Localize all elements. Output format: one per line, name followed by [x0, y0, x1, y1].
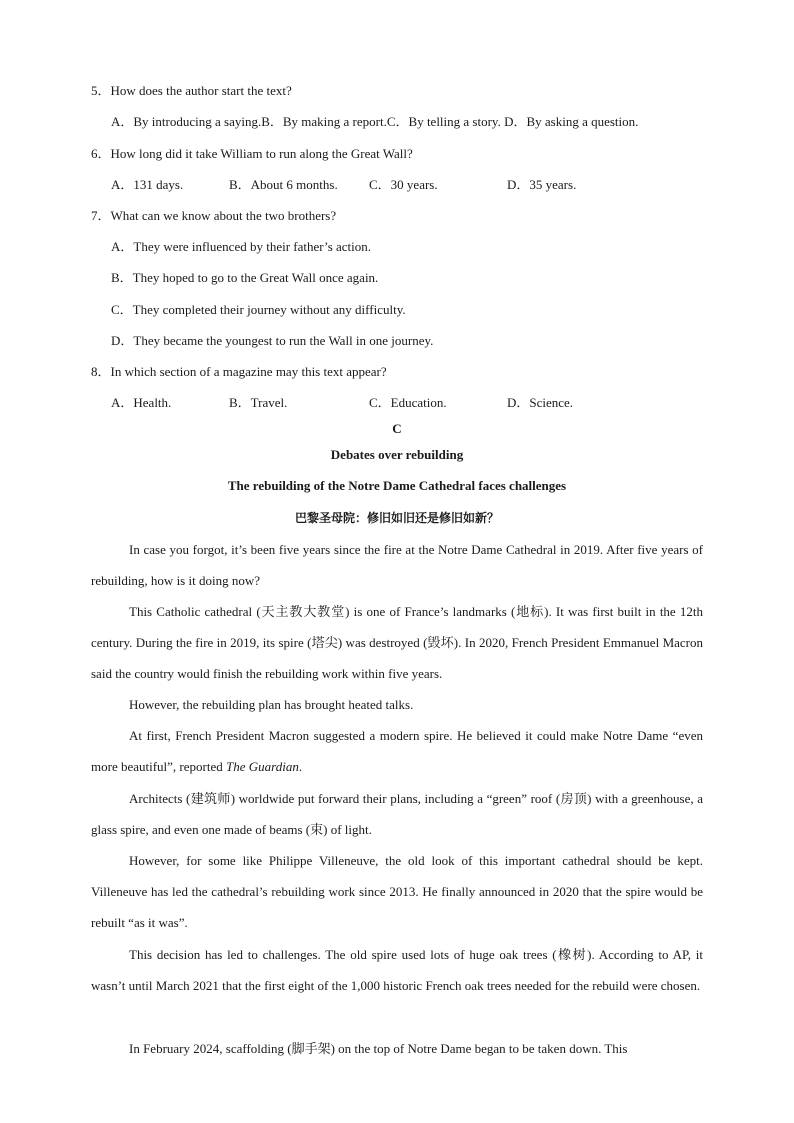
option-d: D．Science. [507, 395, 574, 410]
option-c: C．They completed their journey without any difficulty. [111, 302, 406, 317]
paragraph-5: Architects (建筑师) worldwide put forward their plans, including a “green” roof (房顶) with a greenhouse, a glass spire, and even one made of beams (束) of light. [91, 791, 703, 838]
option-a: A．131 days. [111, 177, 184, 192]
paragraph-4-text: At first, French President Macron suggested a modern spire. He believed it could make Notre Dame “even more beautiful”, reported [91, 728, 703, 775]
paragraph-1: In case you forgot, it’s been five years since the fire at the Notre Dame Cathedral in 2019. After five years of rebuilding, how is it doing now? [91, 542, 703, 589]
question-7-stem: 7．What can we know about the two brothers? [91, 208, 337, 223]
paragraph-7: This decision has led to challenges. The old spire used lots of huge oak trees (橡树). According to AP, it wasn’t until March 2021 that the first eight of the 1,000 historic French oak trees needed for the rebuild were chosen. [91, 947, 703, 994]
paragraph-3: However, the rebuilding plan has brought heated talks. [129, 697, 414, 712]
paragraph-4 [91, 720, 703, 782]
option-d: D．35 years. [507, 177, 577, 192]
option-c: C．Education. [369, 395, 447, 410]
option-b: B．About 6 months. [229, 177, 338, 192]
option-d: D．They became the youngest to run the Wall in one journey. [111, 333, 434, 348]
option-b: B．Travel. [229, 395, 288, 410]
question-6-stem: 6．How long did it take William to run along the Great Wall? [91, 146, 413, 161]
paragraph-2: This Catholic cathedral (天主教大教堂) is one of France’s landmarks (地标). It was first built in the 12th century. During the fire in 2019, its spire (塔尖) was destroyed (毁坏). In 2020, French President Emmanuel Macron said the country would finish the rebuilding work within five years. [91, 604, 703, 682]
paragraph-6: However, for some like Philippe Villeneuve, the old look of this important cathedral should be kept. Villeneuve has led the cathedral’s rebuilding work since 2013. He finally announced in 2020 that the spire would be rebuilt “as it was”. [91, 853, 703, 931]
option-a: A．Health. [111, 395, 172, 410]
option-b: B．They hoped to go to the Great Wall once again. [111, 270, 379, 285]
question-8-stem: 8．In which section of a magazine may this text appear? [91, 364, 387, 379]
guardian-reference: The Guardian [226, 759, 299, 775]
paragraph-4-end: . [298, 759, 303, 775]
option-a: A．They were influenced by their father’s action. [111, 239, 372, 254]
paragraph-8: In February 2024, scaffolding (脚手架) on the top of Notre Dame began to be taken down. This [129, 1041, 628, 1056]
section-letter: C [392, 421, 402, 436]
passage-title: Debates over rebuilding [330, 447, 464, 462]
option-c: C．30 years. [369, 177, 438, 192]
question-5-options: A．By introducing a saying.B．By making a report.C．By telling a story. D．By asking a question. [111, 114, 639, 129]
question-5-stem: 5．How does the author start the text? [91, 83, 292, 98]
passage-chinese-title: 巴黎圣母院：修旧如旧还是修旧如新？ [294, 511, 499, 525]
passage-subtitle: The rebuilding of the Notre Dame Cathedral faces challenges [227, 478, 567, 493]
